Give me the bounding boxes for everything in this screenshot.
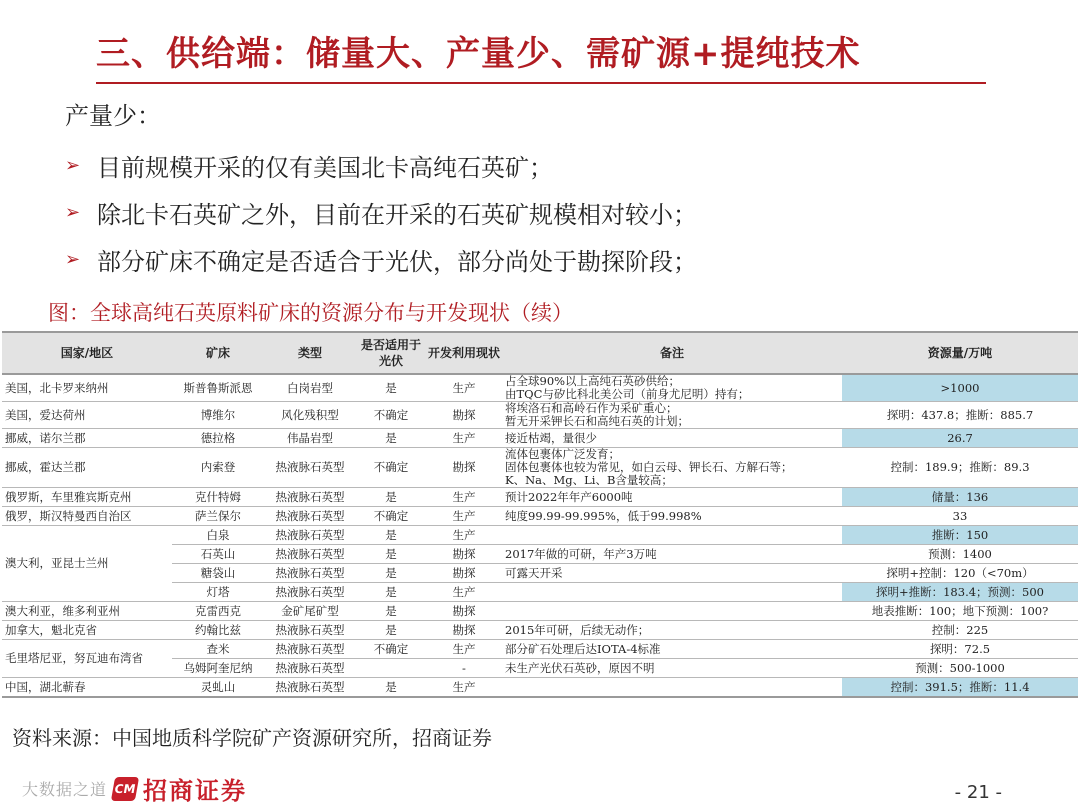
cell-resource: 控制：189.9；推断：89.3 [842,448,1078,488]
bullet-text: 部分矿床不确定是否适合于光伏，部分尚处于勘探阶段； [97,248,697,276]
table-row [2,374,1078,402]
header-resource: 资源量/万吨 [842,332,1078,374]
cell-note: 占全球90%以上高纯石英砂供给； 由TQC与矽比科北美公司（前身尤尼明）持有； [502,374,842,402]
cell-pv: 是 [356,583,426,602]
cell-pv: 是 [356,374,426,402]
cell-resource: 探明+控制：120（<70m） [842,564,1078,583]
brand-logo-icon: CM [111,777,139,801]
table-body [2,374,1078,697]
cell-resource: 预测：500-1000 [842,659,1078,678]
table-row [2,402,1078,429]
cell-note: 部分矿石处理后达IOTA-4标准 [502,640,842,659]
cell-country: 美国，北卡罗来纳州 [2,374,172,402]
cell-country: 俄罗，斯汉特曼西自治区 [2,507,172,526]
cell-type: 白岗岩型 [264,374,356,402]
cell-pv: 是 [356,526,426,545]
table-row [2,526,1078,545]
bullet-item [65,189,965,236]
cell-note: 预计2022年年产6000吨 [502,488,842,507]
page-number: - 21 - [954,782,1002,803]
header-country: 国家/地区 [2,332,172,374]
cell-status: 勘探 [426,602,502,621]
cell-pv: 是 [356,621,426,640]
bullet-list [65,142,965,283]
table-row [2,621,1078,640]
cell-resource: 探明：72.5 [842,640,1078,659]
header-note: 备注 [502,332,842,374]
cell-pv: 不确定 [356,640,426,659]
cell-deposit: 灯塔 [172,583,264,602]
figure-caption: 图：全球高纯石英原料矿床的资源分布与开发现状（续） [48,301,573,325]
cell-note: 2017年做的可研，年产3万吨 [502,545,842,564]
cell-pv: 不确定 [356,402,426,429]
cell-deposit: 糖袋山 [172,564,264,583]
header-deposit: 矿床 [172,332,264,374]
cell-type: 热液脉石英型 [264,526,356,545]
cell-pv: 不确定 [356,448,426,488]
cell-deposit: 克什特姆 [172,488,264,507]
cell-note [502,678,842,698]
cell-type: 热液脉石英型 [264,545,356,564]
cell-type: 金矿尾矿型 [264,602,356,621]
cell-deposit: 德拉格 [172,429,264,448]
cell-country: 美国，爱达荷州 [2,402,172,429]
cell-note: 纯度99.99-99.995%，低于99.998% [502,507,842,526]
arrow-bullet-icon: ➢ [65,249,81,270]
cell-deposit: 石英山 [172,545,264,564]
cell-deposit: 克雷西克 [172,602,264,621]
cell-note [502,602,842,621]
cell-pv: 不确定 [356,507,426,526]
table-row [2,640,1078,659]
cell-type: 热液脉石英型 [264,448,356,488]
cell-status: 生产 [426,583,502,602]
cell-type: 风化残积型 [264,402,356,429]
cell-deposit: 约翰比兹 [172,621,264,640]
slide-title: 三、供给端：储量大、产量少、需矿源+提纯技术 [96,34,861,74]
table-row [2,488,1078,507]
cell-status: 生产 [426,374,502,402]
cell-resource: 探明：437.8；推断：885.7 [842,402,1078,429]
cell-status: 生产 [426,488,502,507]
cell-deposit: 萨兰保尔 [172,507,264,526]
cell-status: 勘探 [426,621,502,640]
cell-pv: 是 [356,429,426,448]
cell-note: 将埃洛石和高岭石作为采矿重心； 暂无开采钾长石和高纯石英的计划； [502,402,842,429]
cell-note: 未生产光伏石英砂，原因不明 [502,659,842,678]
source-note: 资料来源：中国地质科学院矿产资源研究所，招商证券 [12,726,492,750]
cell-pv: 是 [356,564,426,583]
cell-deposit: 内索登 [172,448,264,488]
cell-deposit: 灵虬山 [172,678,264,698]
cell-resource: 控制：391.5；推断：11.4 [842,678,1078,698]
cell-country: 俄罗斯，车里雅宾斯克州 [2,488,172,507]
cell-country: 澳大利亚，维多利亚州 [2,602,172,621]
cell-type: 伟晶岩型 [264,429,356,448]
cell-deposit: 查米 [172,640,264,659]
cell-deposit: 斯普鲁斯派恩 [172,374,264,402]
cell-status: 生产 [426,507,502,526]
section-subhead: 产量少： [65,102,161,130]
table-row [2,429,1078,448]
cell-pv: 是 [356,678,426,698]
cell-pv: 是 [356,488,426,507]
cell-pv: 是 [356,602,426,621]
cell-type: 热液脉石英型 [264,488,356,507]
cell-resource: 储量：136 [842,488,1078,507]
cell-type: 热液脉石英型 [264,659,356,678]
cell-country: 加拿大，魁北克省 [2,621,172,640]
cell-note: 流体包裹体广泛发育； 固体包裹体也较为常见，如白云母、钾长石、方解石等； K、Na、Mg、Li、B含量较高； [502,448,842,488]
bullet-item [65,236,965,283]
title-divider [96,82,986,84]
cell-note: 2015年可研，后续无动作； [502,621,842,640]
cell-country: 挪威，诺尔兰郡 [2,429,172,448]
cell-resource: 推断：150 [842,526,1078,545]
cell-country: 澳大利，亚昆士兰州 [2,526,172,602]
cell-status: 生产 [426,640,502,659]
cell-resource: 控制：225 [842,621,1078,640]
table-row [2,448,1078,488]
header-type: 类型 [264,332,356,374]
cell-resource: 探明+推断：183.4；预测：500 [842,583,1078,602]
cell-pv [356,659,426,678]
cell-status: 生产 [426,678,502,698]
cell-status: 生产 [426,429,502,448]
cell-status: 勘探 [426,545,502,564]
cell-deposit: 白泉 [172,526,264,545]
cell-pv: 是 [356,545,426,564]
cell-country: 毛里塔尼亚，努瓦迪布湾省 [2,640,172,678]
footer-logo [22,771,247,806]
cell-deposit: 博维尔 [172,402,264,429]
cell-note: 可露天开采 [502,564,842,583]
cell-note: 接近枯竭，量很少 [502,429,842,448]
watermark-text: 大数据之道 [22,780,108,799]
table-row [2,507,1078,526]
header-pv: 是否适用于光伏 [356,332,426,374]
cell-resource: 预测：1400 [842,545,1078,564]
cell-type: 热液脉石英型 [264,640,356,659]
cell-type: 热液脉石英型 [264,507,356,526]
bullet-text: 除北卡石英矿之外，目前在开采的石英矿规模相对较小； [97,201,697,229]
arrow-bullet-icon: ➢ [65,202,81,223]
table-header-row [2,332,1078,374]
cell-resource: 33 [842,507,1078,526]
cell-deposit: 乌姆阿奎尼纳 [172,659,264,678]
cell-status: - [426,659,502,678]
arrow-bullet-icon: ➢ [65,155,81,176]
cell-type: 热液脉石英型 [264,621,356,640]
cell-note [502,526,842,545]
header-status: 开发利用现状 [426,332,502,374]
cell-note [502,583,842,602]
bullet-text: 目前规模开采的仅有美国北卡高纯石英矿； [97,154,553,182]
cell-country: 中国，湖北蕲春 [2,678,172,698]
brand-name: 招商证券 [143,777,248,805]
cell-status: 勘探 [426,402,502,429]
resource-table [2,331,1078,698]
cell-resource: 26.7 [842,429,1078,448]
cell-resource: >1000 [842,374,1078,402]
cell-status: 勘探 [426,448,502,488]
cell-status: 生产 [426,526,502,545]
cell-resource: 地表推断：100；地下预测：100? [842,602,1078,621]
bullet-item [65,142,965,189]
cell-type: 热液脉石英型 [264,678,356,698]
cell-type: 热液脉石英型 [264,564,356,583]
cell-type: 热液脉石英型 [264,583,356,602]
cell-country: 挪威，霍达兰郡 [2,448,172,488]
table-row [2,602,1078,621]
table-row [2,678,1078,698]
cell-status: 勘探 [426,564,502,583]
